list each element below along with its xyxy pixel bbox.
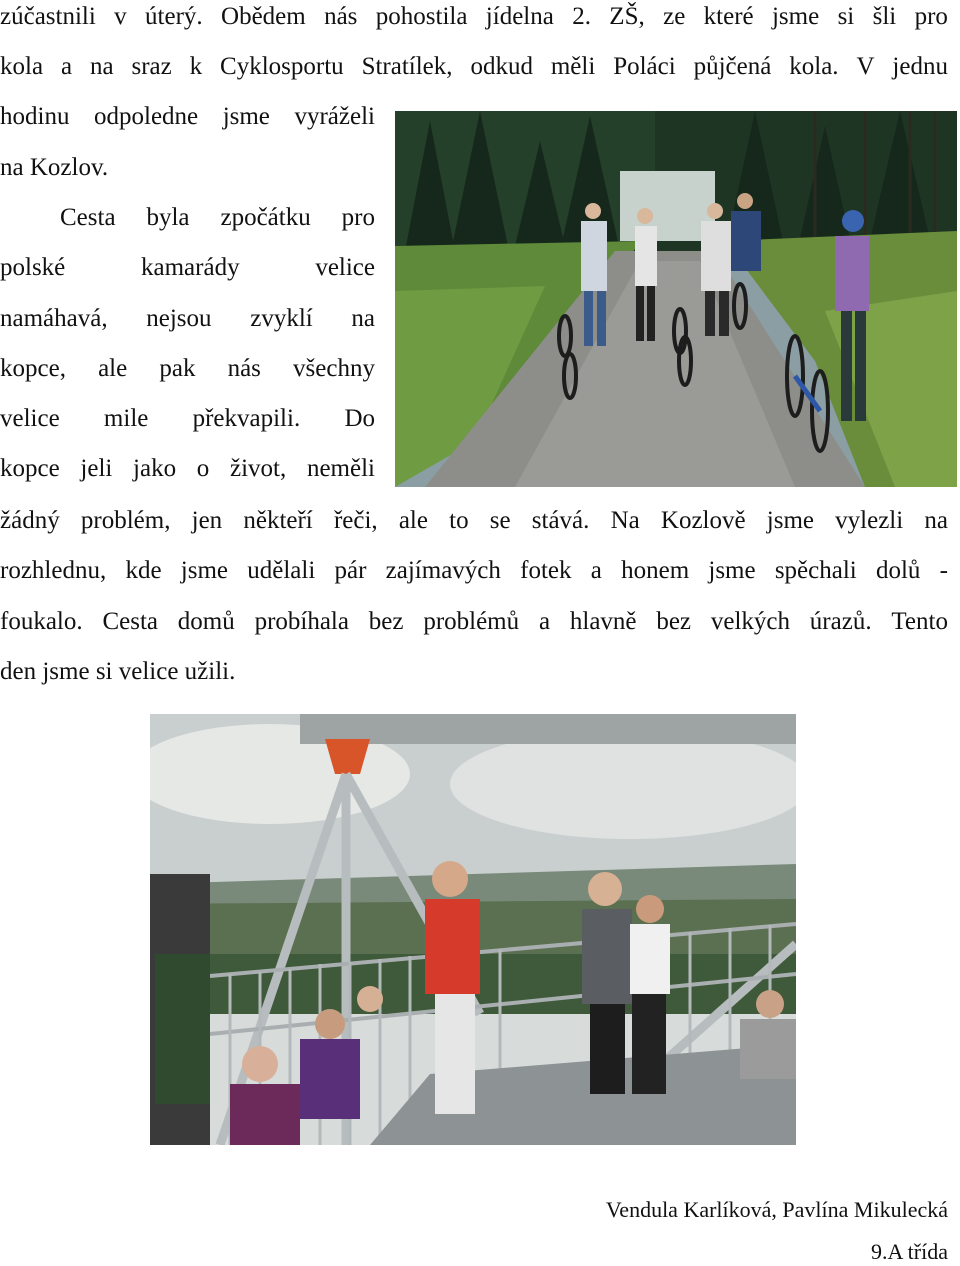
word: udělali	[247, 557, 316, 584]
word: Cesta	[102, 608, 158, 635]
text-line-4: na Kozlov.	[0, 154, 109, 181]
text-line-11	[0, 506, 948, 536]
word: jídelna	[485, 3, 554, 30]
word: jako	[133, 455, 177, 482]
word: Poláci	[613, 53, 676, 80]
word: kde	[125, 557, 162, 584]
word: jeli	[80, 455, 113, 482]
word: nás	[324, 3, 358, 30]
word: foukalo.	[0, 608, 83, 635]
word: kopce,	[0, 355, 66, 382]
text-line-5	[60, 203, 375, 233]
word: pak	[159, 355, 196, 382]
word: a	[538, 608, 551, 635]
word: pro	[914, 3, 948, 30]
word: velkých	[710, 608, 790, 635]
word: neměli	[306, 455, 375, 482]
word: jsme	[222, 103, 270, 130]
word: vyráželi	[294, 103, 375, 130]
word: velice	[315, 254, 375, 281]
word: stává.	[531, 507, 590, 534]
word: pro	[341, 204, 375, 231]
word: odpoledne	[94, 103, 199, 130]
word: problém,	[80, 507, 171, 534]
word: jsme	[766, 507, 814, 534]
word: se	[489, 507, 511, 534]
word: odkud	[470, 53, 533, 80]
word: kamarády	[141, 254, 240, 281]
authors-signature: Vendula Karlíková, Pavlína Mikulecká	[605, 1197, 948, 1222]
word: žádný	[0, 507, 60, 534]
word: Cyklosportu	[220, 53, 344, 80]
word: ze	[663, 3, 686, 30]
word: hodinu	[0, 103, 70, 130]
word: Tento	[891, 608, 948, 635]
word: namáhavá,	[0, 305, 108, 332]
text-line-1	[0, 2, 948, 32]
class-label: 9.A třída	[871, 1239, 948, 1264]
word: domů	[177, 608, 235, 635]
word: Do	[344, 405, 375, 432]
word: všechny	[293, 355, 375, 382]
word: pohostila	[375, 3, 468, 30]
word: ale	[98, 355, 128, 382]
word: jsme	[771, 3, 820, 30]
word: -	[939, 557, 948, 584]
word: Obědem	[221, 3, 306, 30]
word: někteří	[243, 507, 313, 534]
word: pár	[334, 557, 367, 584]
word: hlavně	[569, 608, 637, 635]
word: jsme	[708, 557, 756, 584]
word: na	[924, 507, 948, 534]
word: měli	[550, 53, 596, 80]
word: problémů	[423, 608, 520, 635]
word: úterý.	[145, 3, 203, 30]
lookout-tower-photo	[150, 714, 796, 1145]
word: půjčená	[693, 53, 772, 80]
word: dolů	[875, 557, 921, 584]
word: jen	[191, 507, 223, 534]
word: život,	[230, 455, 287, 482]
word: mile	[103, 405, 149, 432]
word: Kozlově	[660, 507, 746, 534]
text-line-7	[0, 304, 375, 334]
word: kopce	[0, 455, 60, 482]
word: zpočátku	[220, 204, 311, 231]
word: probíhala	[254, 608, 349, 635]
word: sraz	[131, 53, 172, 80]
word: jsme	[180, 557, 229, 584]
text-line-10	[0, 454, 375, 484]
word: v	[114, 3, 127, 30]
word: fotek	[520, 557, 572, 584]
word: o	[196, 455, 210, 482]
word: jednu	[892, 53, 948, 80]
word: nás	[227, 355, 261, 382]
word: bez	[656, 608, 692, 635]
word: překvapili.	[192, 405, 301, 432]
word: ZŠ,	[609, 3, 645, 30]
word: nejsou	[146, 305, 212, 332]
text-line-9	[0, 404, 375, 434]
word: šli	[872, 3, 897, 30]
word: k	[189, 53, 203, 80]
text-line-2	[0, 52, 948, 82]
word: řeči,	[333, 507, 378, 534]
word: Cesta	[60, 204, 116, 231]
word: zúčastnili	[0, 3, 96, 30]
text-line-13	[0, 607, 948, 637]
word: úrazů.	[809, 608, 872, 635]
word: Stratílek,	[361, 53, 453, 80]
text-line-14: den jsme si velice užili.	[0, 658, 236, 685]
word: na	[89, 53, 114, 80]
word: ale	[398, 507, 428, 534]
word: na	[351, 305, 375, 332]
text-line-8	[0, 354, 375, 384]
text-line-6	[0, 253, 375, 283]
word: a	[60, 53, 73, 80]
word: zajímavých	[385, 557, 501, 584]
word: polské	[0, 254, 66, 281]
word: V	[856, 53, 875, 80]
word: kola.	[789, 53, 839, 80]
text-line-3	[0, 102, 375, 132]
word: kola	[0, 53, 44, 80]
word: si	[837, 3, 855, 30]
word: byla	[146, 204, 190, 231]
word: Na	[610, 507, 640, 534]
word: a	[590, 557, 602, 584]
word: honem	[621, 557, 690, 584]
text-line-12	[0, 556, 948, 586]
word: zvyklí	[250, 305, 313, 332]
word: to	[449, 507, 469, 534]
word: rozhlednu,	[0, 557, 107, 584]
word: vylezli	[835, 507, 904, 534]
word: 2.	[572, 3, 591, 30]
cyclists-photo	[395, 111, 957, 487]
word: které	[703, 3, 754, 30]
word: velice	[0, 405, 60, 432]
word: bez	[368, 608, 404, 635]
word: spěchali	[774, 557, 857, 584]
